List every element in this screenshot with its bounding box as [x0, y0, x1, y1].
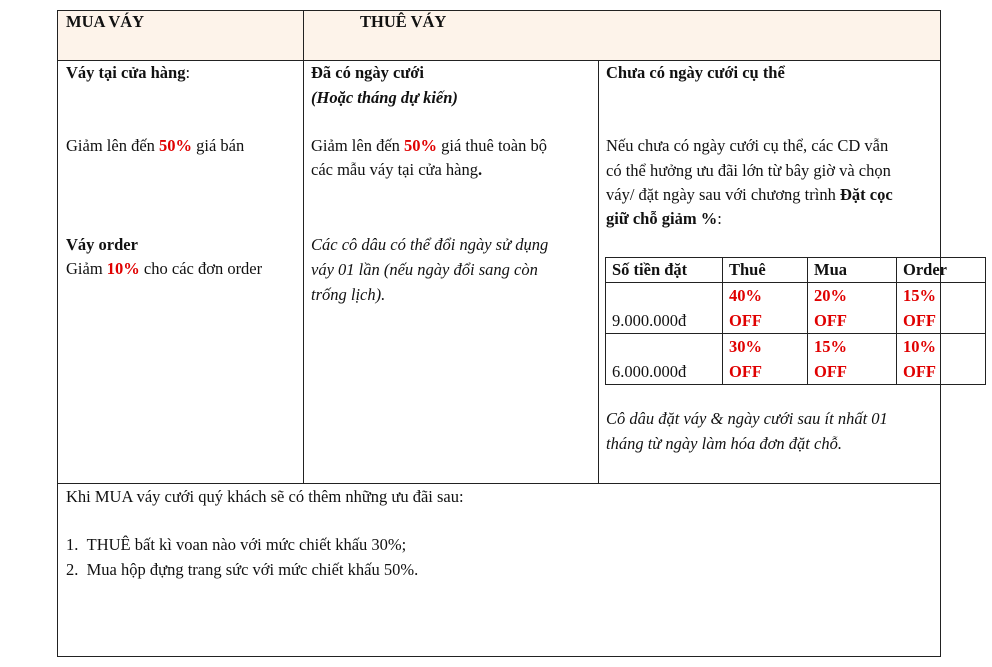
rent-discount-cell — [723, 334, 808, 385]
footer-intro: Khi MUA váy cưới quý khách sẽ có thêm những ưu đãi sau: — [66, 487, 464, 506]
deposit-header-rent: Thuê — [723, 258, 808, 283]
no-date-note-line: Cô dâu đặt váy & ngày cưới sau ít nhất 01 — [606, 409, 888, 428]
table-row — [606, 334, 986, 385]
no-date-line3-bold: Đặt cọc — [839, 185, 893, 204]
has-date-title: Đã có ngày cưới — [311, 63, 424, 82]
list-item — [66, 533, 406, 557]
list-item-number: 2. — [66, 560, 79, 579]
rent-discount-off: OFF — [729, 311, 762, 330]
has-date-discount-line1 — [311, 134, 547, 158]
order-dress-title: Váy order — [66, 235, 138, 254]
store-dress-colon: : — [185, 63, 191, 82]
deposit-header-amount: Số tiền đặt — [606, 258, 723, 283]
store-dress-heading — [66, 61, 190, 85]
no-date-text-line: Nếu chưa có ngày cưới cụ thể, các CD vẫn — [606, 136, 889, 155]
store-dress-title: Váy tại cửa hàng — [66, 63, 186, 82]
store-discount-pre: Giảm lên đến — [66, 136, 160, 155]
order-discount-off: OFF — [903, 362, 936, 381]
has-date-discount-pre: Giảm lên đến — [311, 136, 405, 155]
has-date-discount-line2-dot: . — [477, 160, 483, 179]
list-item-text: THUÊ bất kì voan nào với mức chiết khấu 30%; — [86, 535, 407, 554]
order-discount-cell — [897, 334, 986, 385]
order-discount-off: OFF — [903, 311, 936, 330]
has-date-discount-line2-text: các mẫu váy tại cửa hàng — [311, 160, 478, 179]
buy-discount-pct: 15% — [814, 337, 847, 356]
deposit-header-order: Order — [897, 258, 986, 283]
store-discount-post: giá bán — [192, 136, 245, 155]
has-date-note-line: Các cô dâu có thể đổi ngày sử dụng — [311, 235, 549, 254]
store-discount-pct: 50% — [159, 136, 193, 155]
order-discount-pre: Giảm — [66, 259, 107, 278]
no-date-title: Chưa có ngày cưới cụ thể — [606, 63, 785, 82]
divider-footer — [57, 483, 941, 484]
rent-discount-off: OFF — [729, 362, 762, 381]
deposit-table-header — [606, 258, 986, 283]
divider-rent-columns — [598, 61, 599, 483]
buy-discount-off: OFF — [814, 362, 847, 381]
has-date-discount-pct: 50% — [404, 136, 438, 155]
order-discount — [66, 257, 262, 281]
list-item-text: Mua hộp đựng trang sức với mức chiết khấu 50%. — [86, 560, 419, 579]
header-row — [57, 10, 941, 61]
buy-discount-cell — [808, 334, 897, 385]
no-date-line4-bold: giữ chỗ giảm % — [606, 209, 718, 228]
buy-discount-off: OFF — [814, 311, 847, 330]
has-date-note-line: váy 01 lần (nếu ngày đổi sang còn — [311, 260, 538, 279]
order-discount-pct: 15% — [903, 286, 936, 305]
list-item-number: 1. — [66, 535, 79, 554]
rent-discount-pct: 40% — [729, 286, 762, 305]
header-rent: THUÊ VÁY — [360, 12, 447, 31]
no-date-note-line: tháng từ ngày làm hóa đơn đặt chỗ. — [606, 434, 842, 453]
list-item — [66, 558, 418, 582]
has-date-discount-line2 — [311, 158, 482, 182]
deposit-amount: 6.000.000đ — [606, 334, 723, 385]
deposit-header-buy: Mua — [808, 258, 897, 283]
table-row — [606, 283, 986, 334]
deposit-table — [605, 257, 986, 385]
store-discount — [66, 134, 244, 158]
deposit-amount: 9.000.000đ — [606, 283, 723, 334]
order-discount-post: cho các đơn order — [139, 259, 263, 278]
buy-discount-pct: 20% — [814, 286, 847, 305]
order-discount-pct: 10% — [106, 259, 140, 278]
has-date-subtitle: (Hoặc tháng dự kiến) — [311, 88, 458, 107]
no-date-text-line: có thể hưởng ưu đãi lớn từ bây giờ và chọn — [606, 161, 891, 180]
no-date-line3-pre: váy/ đặt ngày sau với chương trình — [606, 185, 840, 204]
header-buy: MUA VÁY — [66, 12, 145, 31]
has-date-discount-post: giá thuê toàn bộ — [437, 136, 547, 155]
buy-discount-cell — [808, 283, 897, 334]
no-date-text-line — [606, 183, 893, 207]
divider-buy-rent — [303, 10, 304, 483]
no-date-text-line — [606, 207, 722, 231]
order-discount-cell — [897, 283, 986, 334]
has-date-note-line: trống lịch). — [311, 285, 386, 304]
order-discount-pct: 10% — [903, 337, 936, 356]
rent-discount-cell — [723, 283, 808, 334]
no-date-line4-post: : — [717, 209, 722, 228]
rent-discount-pct: 30% — [729, 337, 762, 356]
